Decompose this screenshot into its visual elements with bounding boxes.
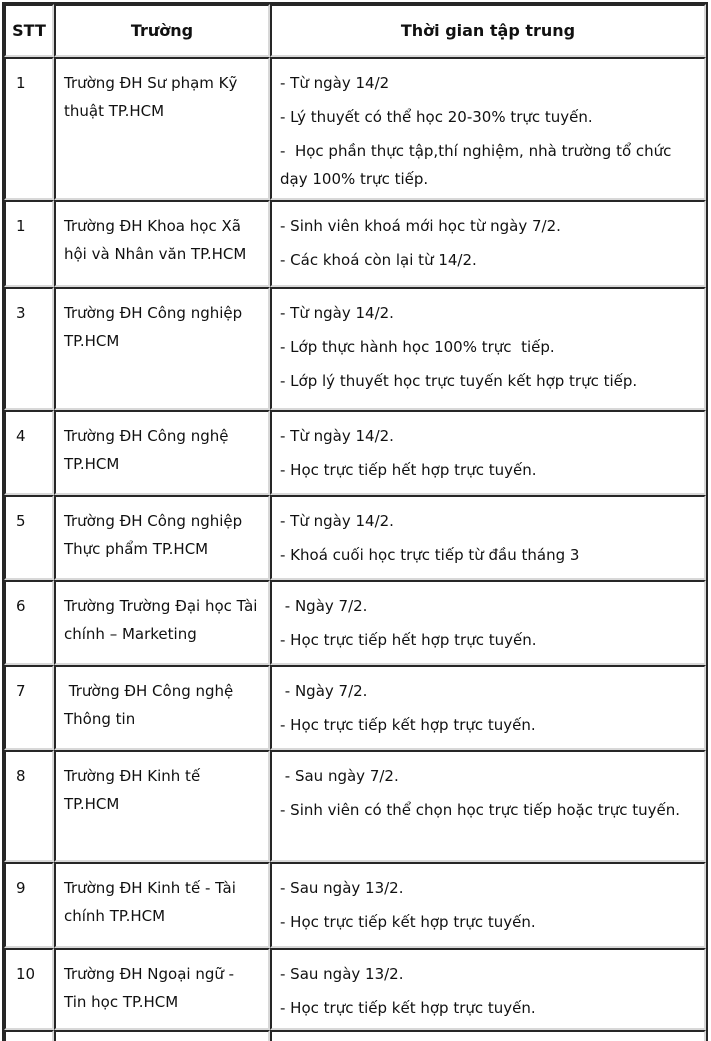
stt-cell: 7 xyxy=(4,665,54,750)
school-cell: Trường ĐH Ngoại ngữ - Tin học TP.HCM xyxy=(54,948,270,1030)
schedule-note: - Lớp lý thuyết học trực tuyến kết hợp trực tiếp. xyxy=(280,372,638,390)
schedule-note: - Học phần thực tập,thí nghiệm, nhà trường tổ chức dạy 100% trực tiếp. xyxy=(280,142,677,188)
schedule-note: - Sau ngày 13/2. xyxy=(280,965,404,983)
schedule-note: - Học trực tiếp kết hợp trực tuyến. xyxy=(280,999,536,1017)
table-header-row xyxy=(4,4,706,57)
school-cell: Trường ĐH Công nghệ Thông tin xyxy=(54,665,270,750)
school-schedule-table xyxy=(2,2,708,1041)
stt-cell: 1 xyxy=(4,57,54,200)
table-row xyxy=(4,665,706,750)
stt-cell: 8 xyxy=(4,750,54,862)
table-row xyxy=(4,410,706,495)
schedule-note: - Sinh viên có thể chọn học trực tiếp hoặc trực tuyến. xyxy=(280,801,681,819)
schedule-note: - Sau ngày 13/2. xyxy=(280,879,404,897)
table-row xyxy=(4,948,706,1030)
school-cell: Trường ĐH Công nghệ TP.HCM xyxy=(54,410,270,495)
schedule-note: - Khoá cuối học trực tiếp từ đầu tháng 3 xyxy=(280,546,580,564)
schedule-cell xyxy=(270,287,706,410)
stt-cell: 4 xyxy=(4,410,54,495)
schedule-cell xyxy=(270,948,706,1030)
table-row xyxy=(4,750,706,862)
stt-cell: 1 xyxy=(4,200,54,287)
school-cell: Trường ĐH Công nghiệp TP.HCM xyxy=(54,287,270,410)
header-stt: STT xyxy=(4,4,54,57)
schedule-cell xyxy=(270,665,706,750)
school-cell: Trường Trường Đại học Tài chính – Marketing xyxy=(54,580,270,665)
schedule-note: - Lý thuyết có thể học 20-30% trực tuyến. xyxy=(280,108,593,126)
table-row xyxy=(4,57,706,200)
stt-cell: 5 xyxy=(4,495,54,580)
schedule-note: - Từ ngày 14/2. xyxy=(280,512,394,530)
schedule-cell xyxy=(270,200,706,287)
schedule-cell xyxy=(270,410,706,495)
table-row xyxy=(4,287,706,410)
table-row xyxy=(4,862,706,948)
school-cell: Trường ĐH Kinh tế TP.HCM xyxy=(54,750,270,862)
table-row xyxy=(4,580,706,665)
schedule-note: - Học trực tiếp kết hợp trực tuyến. xyxy=(280,913,536,931)
school-cell: Trường ĐH Kinh tế - Tài chính TP.HCM xyxy=(54,862,270,948)
schedule-cell xyxy=(270,750,706,862)
schedule-note: - Học trực tiếp hết hợp trực tuyến. xyxy=(280,631,537,649)
school-cell: Trường ĐH Công nghiệp Thực phẩm TP.HCM xyxy=(54,495,270,580)
schedule-cell xyxy=(270,862,706,948)
header-time: Thời gian tập trung xyxy=(270,4,706,57)
empty-cell xyxy=(54,1030,270,1041)
schedule-note: - Lớp thực hành học 100% trực tiếp. xyxy=(280,338,555,356)
schedule-note: - Ngày 7/2. xyxy=(280,682,368,700)
schedule-cell xyxy=(270,495,706,580)
stt-cell: 3 xyxy=(4,287,54,410)
empty-cell xyxy=(270,1030,706,1041)
table-row-partial xyxy=(4,1030,706,1041)
table-row xyxy=(4,200,706,287)
stt-cell: 9 xyxy=(4,862,54,948)
schedule-note: - Ngày 7/2. xyxy=(280,597,368,615)
schedule-note: - Các khoá còn lại từ 14/2. xyxy=(280,251,477,269)
school-cell: Trường ĐH Sư phạm Kỹ thuật TP.HCM xyxy=(54,57,270,200)
school-cell: Trường ĐH Khoa học Xã hội và Nhân văn TP.HCM xyxy=(54,200,270,287)
schedule-note: - Từ ngày 14/2. xyxy=(280,304,394,322)
schedule-note: - Học trực tiếp kết hợp trực tuyến. xyxy=(280,716,536,734)
header-school: Trường xyxy=(54,4,270,57)
schedule-note: - Từ ngày 14/2 xyxy=(280,74,390,92)
stt-cell: 6 xyxy=(4,580,54,665)
schedule-cell xyxy=(270,580,706,665)
empty-cell xyxy=(4,1030,54,1041)
schedule-note: - Học trực tiếp hết hợp trực tuyến. xyxy=(280,461,537,479)
schedule-note: - Từ ngày 14/2. xyxy=(280,427,394,445)
schedule-cell xyxy=(270,57,706,200)
schedule-note: - Sau ngày 7/2. xyxy=(280,767,399,785)
schedule-note: - Sinh viên khoá mới học từ ngày 7/2. xyxy=(280,217,561,235)
table-row xyxy=(4,495,706,580)
stt-cell: 10 xyxy=(4,948,54,1030)
